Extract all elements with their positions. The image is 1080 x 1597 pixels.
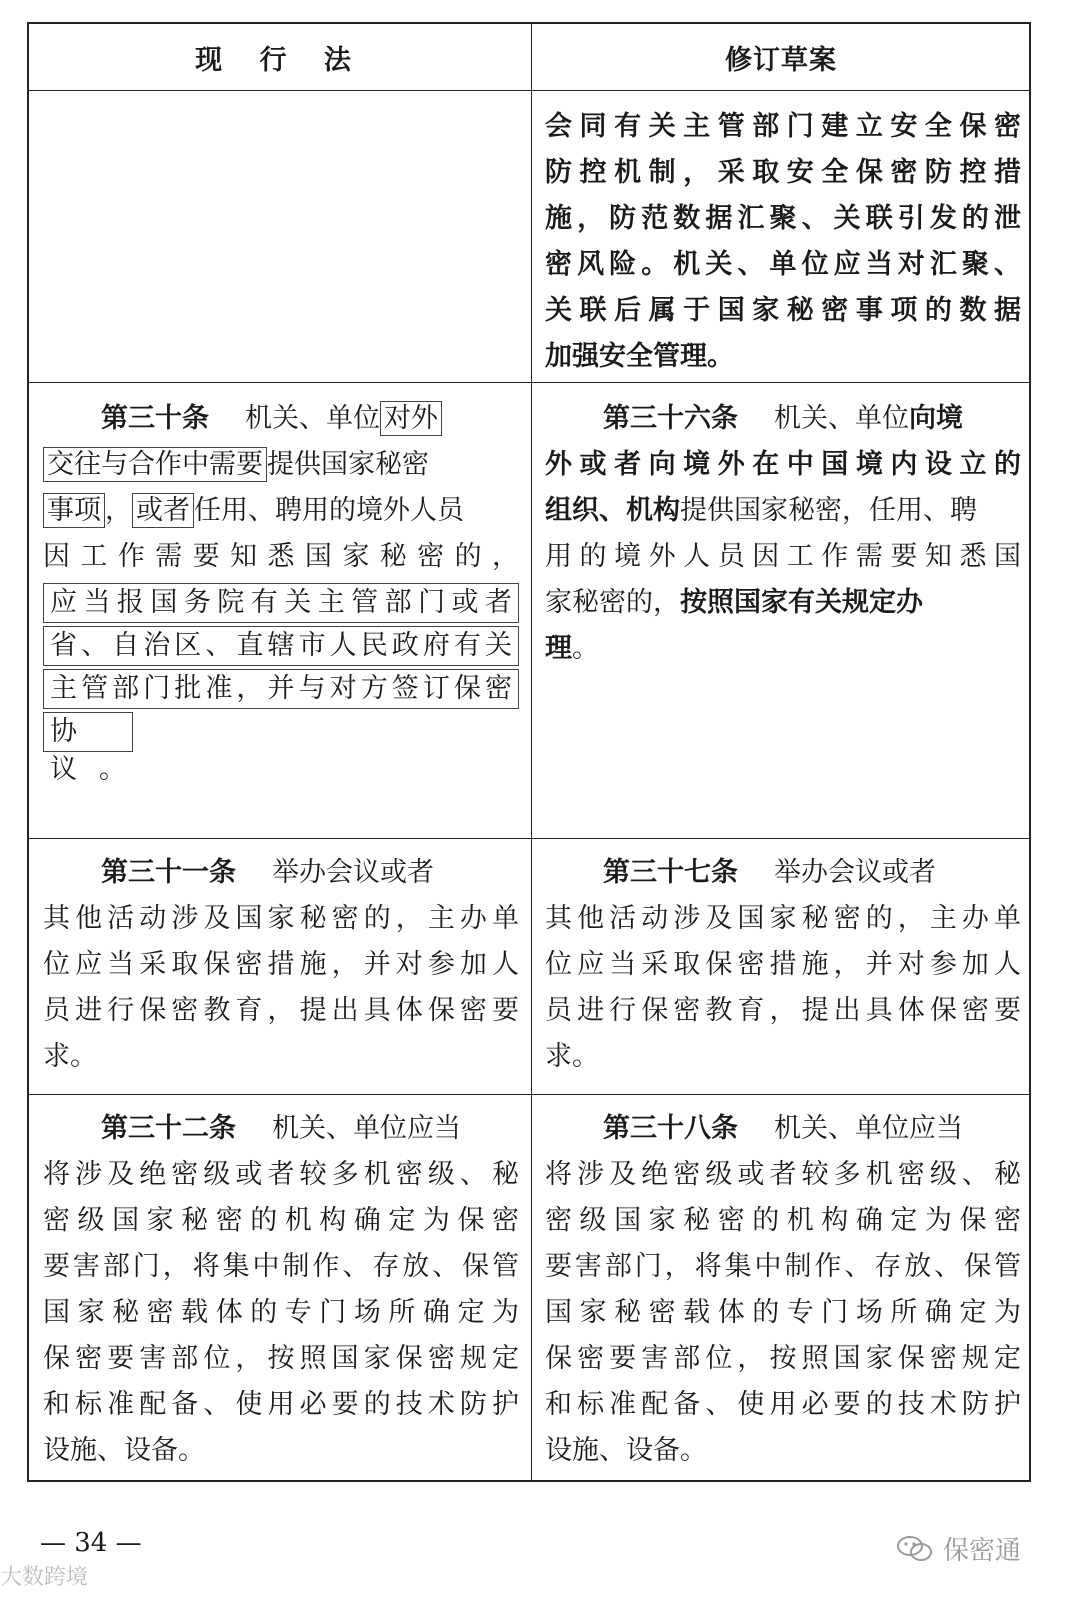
text-line	[43, 488, 519, 534]
row-divider	[29, 382, 1029, 383]
text-line: 国家秘密载体的专门场所确定为	[43, 1297, 519, 1328]
article-title: 第三十六条	[603, 403, 738, 434]
article-title: 第三十七条	[603, 857, 738, 888]
article-36-line1	[545, 396, 1021, 442]
watermark-right	[895, 1530, 1021, 1567]
text-line: 保密要害部位，按照国家保密规定	[545, 1343, 1021, 1374]
wechat-icon	[895, 1534, 935, 1564]
text: 。	[572, 633, 599, 664]
article-30-line1	[43, 396, 519, 442]
article-title: 第三十八条	[603, 1113, 738, 1144]
text-line: 加强安全管理。	[545, 341, 734, 372]
row-divider	[29, 1094, 1029, 1095]
text-line: 要害部门，将集中制作、存放、保管	[545, 1251, 1021, 1282]
highlight-box-line: 主管部门批准，并与对方签订保密	[43, 669, 519, 709]
highlight-box-line: 协议。	[43, 712, 133, 752]
text: 提供国家秘密	[267, 449, 429, 480]
text: 任用、聘用的境外人员	[194, 495, 464, 526]
watermark-left: 大数跨境	[0, 1565, 89, 1590]
text-line: 因工作需要知悉国家秘密的，	[43, 541, 519, 572]
text-line: 将涉及绝密级或者较多机密级、秘	[43, 1159, 519, 1190]
text-line: 关联后属于国家秘密事项的数据	[545, 295, 1021, 326]
text-line: 求。	[43, 1041, 97, 1072]
text: 举办会议或者	[272, 857, 434, 888]
text: ，	[105, 495, 132, 526]
text-line: 密级国家秘密的机构确定为保密	[545, 1205, 1021, 1236]
row3-draft-cell	[545, 850, 1021, 1080]
text-line	[43, 442, 519, 488]
text-line: 要害部门，将集中制作、存放、保管	[43, 1251, 519, 1282]
text-line: 设施、设备。	[43, 1435, 205, 1466]
bold-text: 理	[545, 633, 572, 664]
row-divider	[29, 838, 1029, 839]
text-line	[545, 626, 1021, 672]
watermark-text: 保密通	[943, 1536, 1022, 1566]
text: 举办会议或者	[774, 857, 936, 888]
text-line: 其他活动涉及国家秘密的，主办单	[43, 903, 519, 934]
article-38-line1	[545, 1106, 1021, 1152]
table-header	[29, 24, 1029, 91]
row4-draft-cell	[545, 1106, 1021, 1474]
text-line: 其他活动涉及国家秘密的，主办单	[545, 903, 1021, 934]
article-title: 第三十一条	[101, 857, 236, 888]
text-line: 员进行保密教育，提出具体保密要	[545, 995, 1021, 1026]
text-line: 位应当采取保密措施，并对参加人	[43, 949, 519, 980]
highlight-box: 事项	[43, 493, 105, 528]
text-line: 将涉及绝密级或者较多机密级、秘	[545, 1159, 1021, 1190]
bold-text: 按照国家有关规定办	[680, 587, 923, 618]
row3-current-cell	[43, 850, 519, 1080]
text-line: 密风险。机关、单位应当对汇聚、	[545, 249, 1021, 280]
text-line: 和标准配备、使用必要的技术防护	[43, 1389, 519, 1420]
article-title: 第三十条	[101, 403, 209, 434]
text: 机关、单位应当	[774, 1113, 963, 1144]
text-line: 和标准配备、使用必要的技术防护	[545, 1389, 1021, 1420]
text-line: 员进行保密教育，提出具体保密要	[43, 995, 519, 1026]
text-line	[545, 488, 1021, 534]
text: 机关、单位应当	[272, 1113, 461, 1144]
highlight-box-line: 省、自治区、直辖市人民政府有关	[43, 626, 519, 666]
column-divider	[531, 24, 532, 1480]
text-line: 求。	[545, 1041, 599, 1072]
text: 机关、单位	[774, 403, 909, 434]
row2-current-cell	[43, 396, 519, 785]
text-line	[545, 580, 1021, 626]
highlight-box: 对外	[380, 401, 442, 436]
text-line: 防控机制，采取安全保密防控措	[545, 157, 1021, 188]
highlight-box: 交往与合作中需要	[43, 447, 267, 482]
text-line: 设施、设备。	[545, 1435, 707, 1466]
row2-draft-cell	[545, 396, 1021, 672]
text-line: 用的境外人员因工作需要知悉国	[545, 541, 1021, 572]
highlight-box: 或者	[132, 493, 194, 528]
text-line: 保密要害部位，按照国家保密规定	[43, 1343, 519, 1374]
article-32-line1	[43, 1106, 519, 1152]
text-line: 外或者向境外在中国境内设立的	[545, 449, 1021, 480]
header-current-law: 现 行 法	[195, 44, 365, 76]
article-37-line1	[545, 850, 1021, 896]
header-draft-revision: 修订草案	[725, 44, 837, 76]
row4-current-cell	[43, 1106, 519, 1474]
text: 机关、单位	[245, 403, 380, 434]
page-number: — 34 —	[40, 1528, 142, 1558]
text: 家秘密的，	[545, 587, 680, 618]
article-31-line1	[43, 850, 519, 896]
bold-text: 向境	[909, 403, 963, 434]
bold-text: 组织、机构	[545, 495, 680, 526]
text-line: 国家秘密载体的专门场所确定为	[545, 1297, 1021, 1328]
text-line: 密级国家秘密的机构确定为保密	[43, 1205, 519, 1236]
comparison-table	[27, 22, 1031, 1482]
text-line: 位应当采取保密措施，并对参加人	[545, 949, 1021, 980]
highlight-box-line: 应当报国务院有关主管部门或者	[43, 583, 519, 623]
row1-draft-cell	[545, 104, 1021, 380]
text-line: 施，防范数据汇聚、关联引发的泄	[545, 203, 1021, 234]
article-title: 第三十二条	[101, 1113, 236, 1144]
text-line: 会同有关主管部门建立安全保密	[545, 111, 1021, 142]
text: 提供国家秘密，任用、聘	[680, 495, 977, 526]
